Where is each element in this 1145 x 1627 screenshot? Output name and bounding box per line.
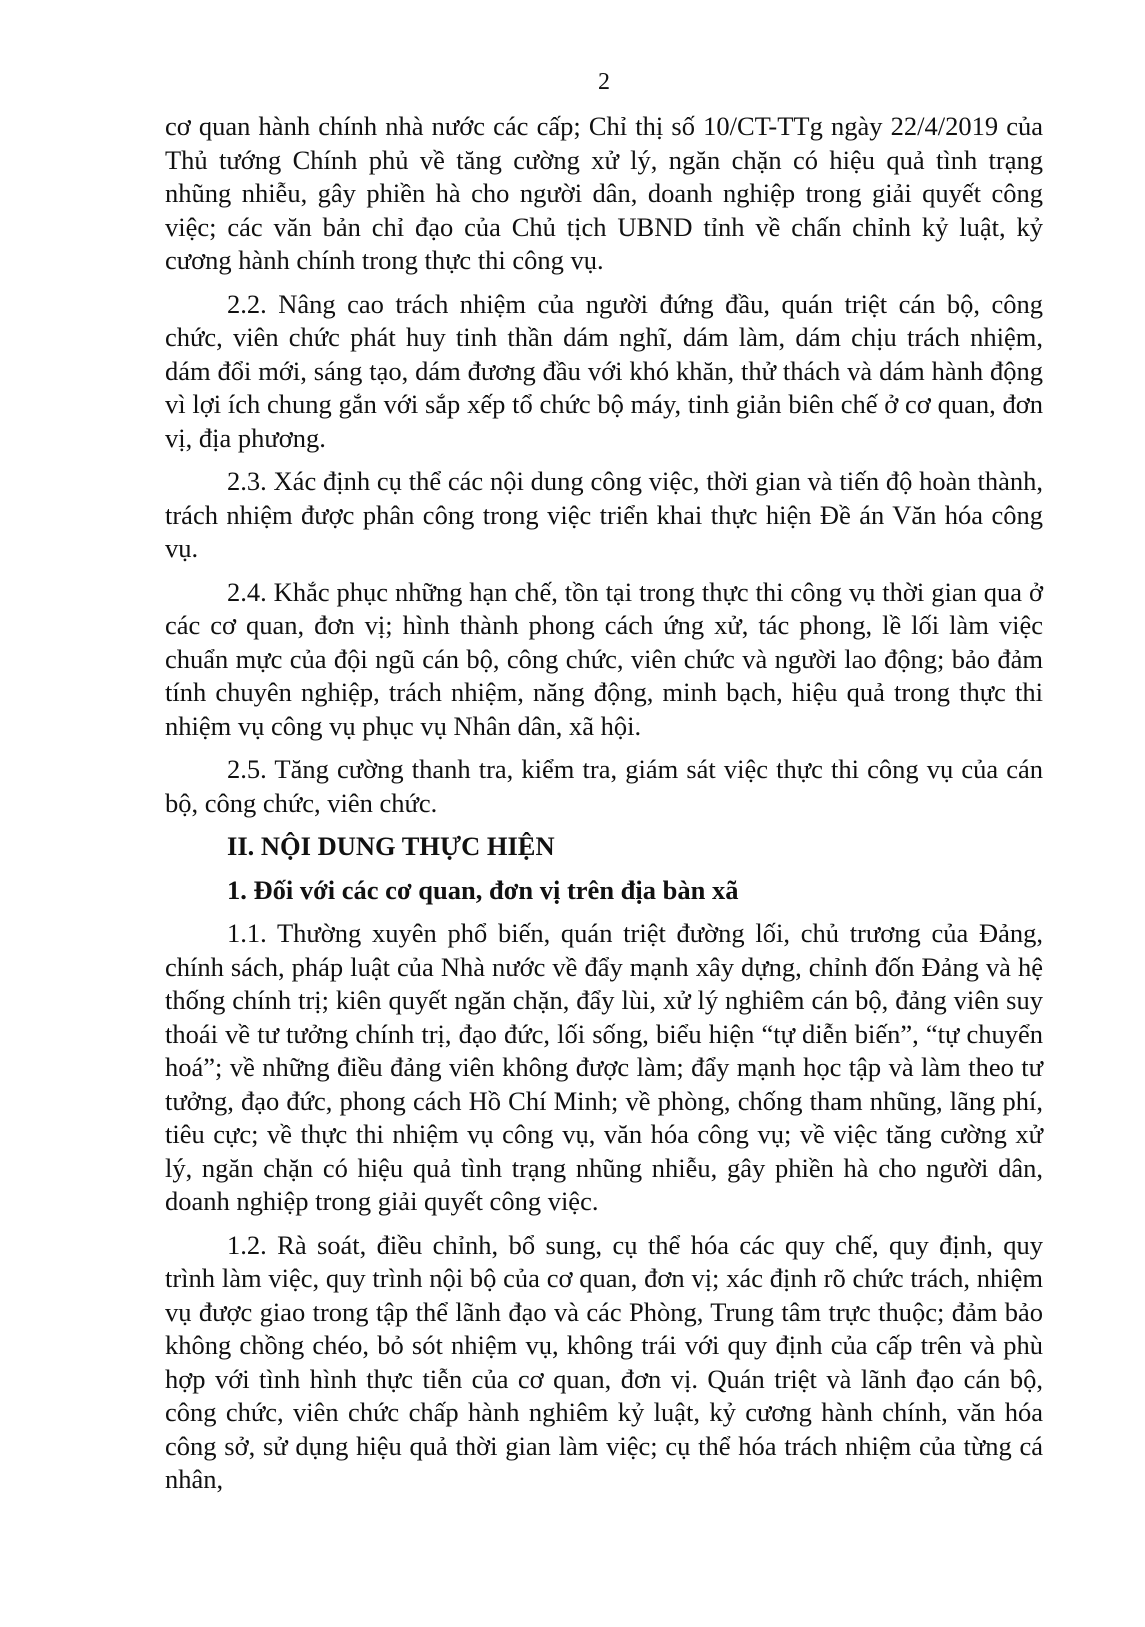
paragraph-1-1: 1.1. Thường xuyên phổ biến, quán triệt đường lối, chủ trương của Đảng, chính sách, pháp luật của Nhà nước về đẩy mạnh xây dựng, chỉnh đốn Đảng và hệ thống chính trị; kiên quyết ngăn chặn, đẩy lùi, xử lý nghiêm cán bộ, đảng viên suy thoái về tư tưởng chính trị, đạo đức, lối sống, biểu hiện “tự diễn biến”, “tự chuyển hoá”; về những điều đảng viên không được làm; đẩy mạnh học tập và làm theo tư tưởng, đạo đức, phong cách Hồ Chí Minh; về phòng, chống tham nhũng, lãng phí, tiêu cực; về thực thi nhiệm vụ công vụ, văn hóa công vụ; về việc tăng cường xử lý, ngăn chặn có hiệu quả tình trạng nhũng nhiễu, gây phiền hà cho người dân, doanh nghiệp trong giải quyết công việc. — [165, 918, 1043, 1216]
page-number: 2 — [598, 69, 610, 95]
paragraph-2-4: 2.4. Khắc phục những hạn chế, tồn tại trong thực thi công vụ thời gian qua ở các cơ quan, đơn vị; hình thành phong cách ứng xử, tác phong, lề lối làm việc chuẩn mực của đội ngũ cán bộ, công chức, viên chức và người lao động; bảo đảm tính chuyên nghiệp, trách nhiệm, năng động, minh bạch, hiệu quả trong thực thi nhiệm vụ công vụ phục vụ Nhân dân, xã hội. — [165, 576, 1043, 741]
paragraph-2-5: 2.5. Tăng cường thanh tra, kiểm tra, giám sát việc thực thi công vụ của cán bộ, công chức, viên chức. — [165, 754, 1043, 818]
section-heading-ii: II. NỘI DUNG THỰC HIỆN — [227, 831, 555, 861]
subsection-heading-1: 1. Đối với các cơ quan, đơn vị trên địa bàn xã — [227, 874, 739, 905]
paragraph-2-2: 2.2. Nâng cao trách nhiệm của người đứng đầu, quán triệt cán bộ, công chức, viên chức phát huy tinh thần dám nghĩ, dám làm, dám chịu trách nhiệm, dám đổi mới, sáng tạo, dám đương đầu với khó khăn, thử thách và dám hành động vì lợi ích chung gắn với sắp xếp tổ chức bộ máy, tinh giản biên chế ở cơ quan, đơn vị, địa phương. — [165, 288, 1043, 453]
paragraph-continuation: cơ quan hành chính nhà nước các cấp; Chỉ thị số 10/CT-TTg ngày 22/4/2019 của Thủ tướng Chính phủ về tăng cường xử lý, ngăn chặn có hiệu quả tình trạng nhũng nhiễu, gây phiền hà cho người dân, doanh nghiệp trong giải quyết công việc; các văn bản chỉ đạo của Chủ tịch UBND tỉnh về chấn chỉnh kỷ luật, kỷ cương hành chính trong thực thi công vụ. — [165, 111, 1043, 275]
paragraph-2-3: 2.3. Xác định cụ thể các nội dung công việc, thời gian và tiến độ hoàn thành, trách nhiệm được phân công trong việc triển khai thực hiện Đề án Văn hóa công vụ. — [165, 466, 1043, 563]
paragraph-1-2: 1.2. Rà soát, điều chỉnh, bổ sung, cụ thể hóa các quy chế, quy định, quy trình làm việc, quy trình nội bộ của cơ quan, đơn vị; xác định rõ chức trách, nhiệm vụ được giao trong tập thể lãnh đạo và các Phòng, Trung tâm trực thuộc; đảm bảo không chồng chéo, bỏ sót nhiệm vụ, không trái với quy định của cấp trên và phù hợp với tình hình thực tiễn của cơ quan, đơn vị. Quán triệt và lãnh đạo cán bộ, công chức, viên chức chấp hành nghiêm kỷ luật, kỷ cương hành chính, văn hóa công sở, sử dụng hiệu quả thời gian làm việc; cụ thể hóa trách nhiệm của từng cá nhân, — [165, 1229, 1043, 1494]
